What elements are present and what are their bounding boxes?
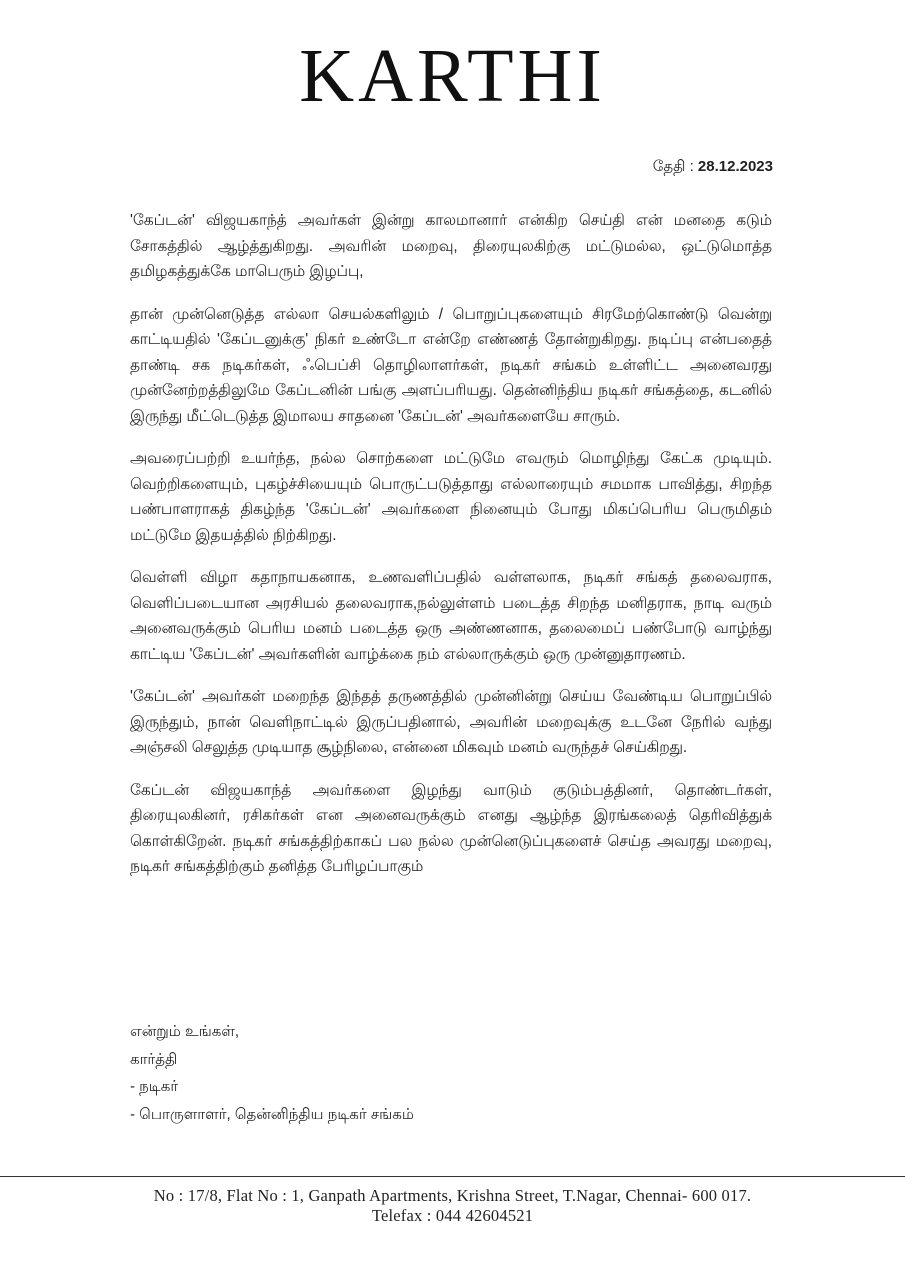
signoff-block xyxy=(130,1018,414,1128)
paragraph-4: வெள்ளி விழா கதாநாயகனாக, உணவளிப்பதில் வள்ளலாக, நடிகர் சங்கத் தலைவராக, வெளிப்படையான அரசியல் தலைவராக,நல்லுள்ளம் படைத்த சிறந்த மனிதராக, நாடி வரும் அனைவருக்கும் பெரிய மனம் படைத்த ஒரு அண்ணனாக, தலைமைப் பண்போடு வாழ்ந்து காட்டிய 'கேப்டன்' அவர்களின் வாழ்க்கை நம் எல்லாருக்கும் ஒரு முன்னுதாரணம். xyxy=(130,569,772,663)
paragraph-3: அவரைப்பற்றி உயர்ந்த, நல்ல சொற்களை மட்டுமே எவரும் மொழிந்து கேட்க முடியும். வெற்றிகளையும், புகழ்ச்சியையும் பொருட்படுத்தாது எல்லாரையும் சமமாக பாவித்து, சிறந்த பண்பாளராகத் திகழ்ந்த 'கேப்டன்' அவர்களை நினையும் போது மிகப்பெரிய பெருமிதம் மட்டுமே இதயத்தில் நிற்கிறது. xyxy=(130,450,772,544)
paragraph-6: கேப்டன் விஜயகாந்த் அவர்களை இழந்து வாடும் குடும்பத்தினர், தொண்டர்கள், திரையுலகினர், ரசிகர்கள் என அனைவருக்கும் எனது ஆழ்ந்த இரங்கலைத் தெரிவித்துக் கொள்கிறேன். நடிகர் சங்கத்திற்காகப் பல நல்ல முன்னெடுப்புகளைச் செய்த அவரது மறைவு, நடிகர் சங்கத்திற்கும் தனித்த பேரிழப்பாகும் xyxy=(130,781,772,875)
footer-address: No : 17/8, Flat No : 1, Ganpath Apartments, Krishna Street, T.Nagar, Chennai- 600 017. xyxy=(153,1186,752,1205)
letterhead-name: KARTHI xyxy=(299,34,606,118)
paragraph-5: 'கேப்டன்' அவர்கள் மறைந்த இந்தத் தருணத்தில் முன்னின்று செய்ய வேண்டிய பொறுப்பில் இருந்தும், நான் வெளிநாட்டில் இருப்பதினால், அவரின் மறைவுக்கு உடனே நேரில் வந்து அஞ்சலி செலுத்த முடியாத சூழ்நிலை, என்னை மிகவும் மனம் வருந்தச் செய்கிறது. xyxy=(130,688,772,756)
date-label: தேதி : xyxy=(652,158,694,175)
signatory-name: கார்த்தி xyxy=(130,1050,178,1068)
paragraph-2: தான் முன்னெடுத்த எல்லா செயல்களிலும் / பொறுப்புகளையும் சிரமேற்கொண்டு வென்று காட்டியதில் 'கேப்டனுக்கு' நிகர் உண்டோ என்றே எண்ணத் தோன்றுகிறது. நடிப்பு என்பதைத் தாண்டி சக நடிகர்கள், ஃபெப்சி தொழிலாளர்கள், நடிகர் சங்கம் உள்ளிட்ட அனைவரது முன்னேற்றத்திலுமே கேப்டனின் பங்கு அளப்பரியது. தென்னிந்திய நடிகர் சங்கத்தை, கடனில் இருந்து மீட்டெடுத்த இமாலய சாதனை 'கேப்டன்' அவர்களையே சாரும். xyxy=(130,305,772,425)
footer-telefax: Telefax : 044 42604521 xyxy=(371,1206,534,1225)
signatory-role-treasurer: - பொருளாளர், தென்னிந்திய நடிகர் சங்கம் xyxy=(130,1105,414,1123)
footer-address-block xyxy=(0,1186,905,1226)
date-line xyxy=(653,158,773,177)
letter-body xyxy=(130,208,772,897)
date-value: 28.12.2023 xyxy=(697,158,773,175)
footer-divider xyxy=(0,1176,905,1177)
closing-line: என்றும் உங்கள், xyxy=(130,1023,240,1040)
paragraph-1: 'கேப்டன்' விஜயகாந்த் அவர்கள் இன்று காலமானார் என்கிற செய்தி என் மனதை கடும் சோகத்தில் ஆழ்த்துகிறது. அவரின் மறைவு, திரையுலகிற்கு மட்டுமல்ல, ஒட்டுமொத்த தமிழகத்துக்கே மாபெரும் இழப்பு, xyxy=(130,212,772,280)
signatory-role-actor: - நடிகர் xyxy=(130,1078,179,1095)
